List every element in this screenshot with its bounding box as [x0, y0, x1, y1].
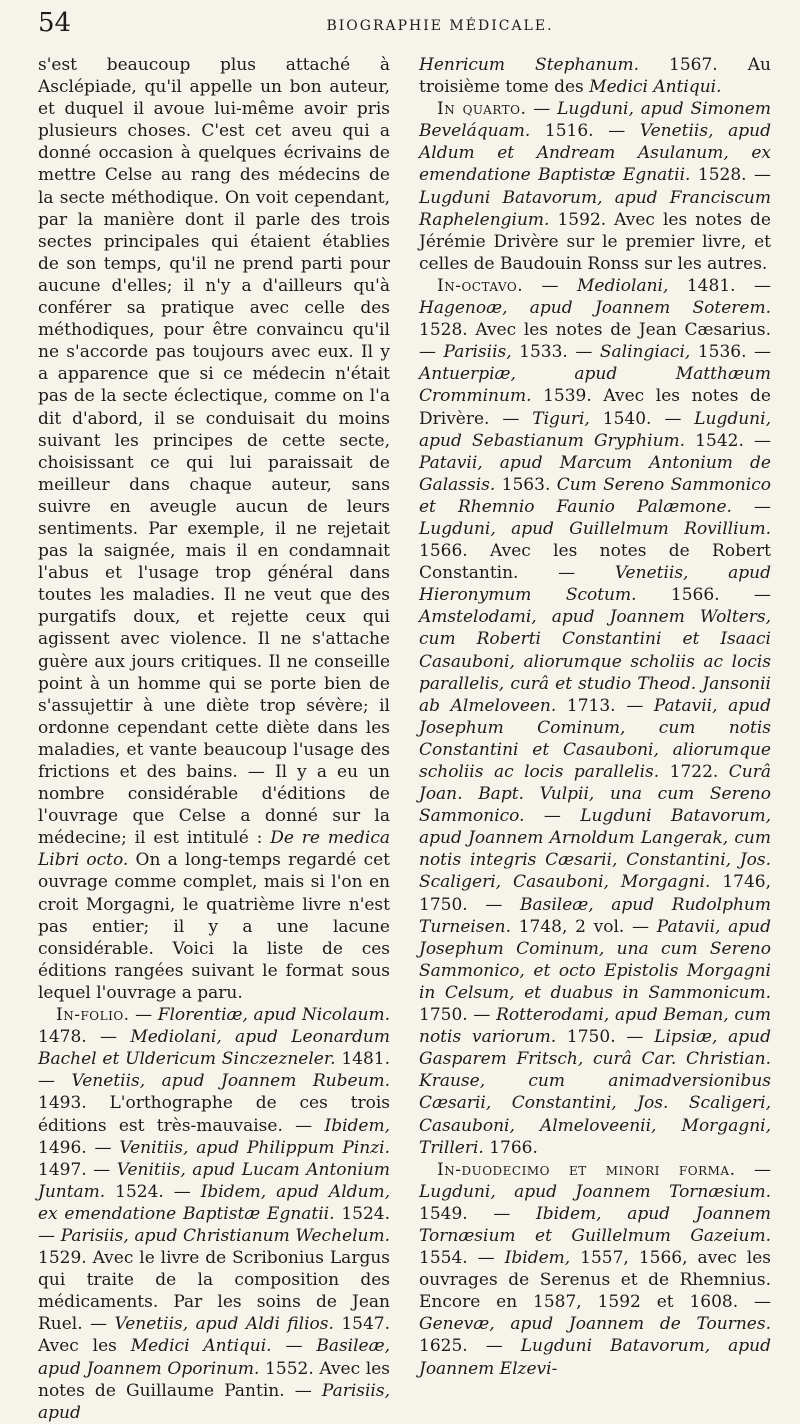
citation-italic: Ibidem, apud Aldum, ex emendatione Baptistæ Egnatii.: [38, 1181, 390, 1224]
citation-text: 1766.: [483, 1137, 538, 1158]
citation-text: 1566. Avec les notes de Robert Constantin. —: [419, 541, 771, 584]
citation-italic: Ibidem,: [504, 1248, 571, 1269]
citation-text: 1536. —: [690, 342, 772, 363]
citation-text: —: [523, 275, 578, 296]
citation-text: —: [526, 99, 558, 120]
citation-italic: Lugduni Batavorum, apud Joannem Elzevi-: [419, 1336, 771, 1379]
citation-text: —: [271, 1336, 317, 1357]
citation-text: 1542. —: [685, 430, 771, 451]
citation-text: 1547. Avec les: [38, 1314, 390, 1357]
citation-italic: Hagenoæ, apud Joannem Soterem.: [419, 298, 771, 319]
in-octavo-editions: [419, 275, 771, 1159]
citation-italic: Medici Antiqui.: [130, 1336, 272, 1357]
citation-text: 1722.: [659, 762, 729, 782]
citation-text: 1746, 1750. —: [419, 872, 771, 915]
citation-italic: Florentiæ, apud Nicolaum.: [157, 1005, 390, 1026]
citation-text: 1496. —: [38, 1137, 120, 1158]
citation-text: 1750. —: [556, 1027, 655, 1048]
citation-text: 1529. Avec le livre de Scribonius Largus qui traite de la composition des médicaments. Par les soins de Jean Ruel. —: [38, 1248, 390, 1335]
citation-italic: Genevæ, apud Joannem de Tournes.: [419, 1314, 771, 1335]
citation-text: —: [731, 496, 772, 517]
citation-italic: Lugduni Batavorum, apud Franciscum Raphelengium.: [419, 187, 771, 230]
format-label-in-octavo: In-octavo.: [437, 275, 524, 296]
citation-italic: Antuerpiæ, apud Matthæum Cromminum.: [419, 364, 771, 407]
citation-text: 1554. —: [419, 1248, 505, 1269]
book-title: De re medica Libri octo.: [38, 828, 390, 871]
citation-italic: Venitiis, apud Lucam Antonium Juntam.: [38, 1159, 390, 1202]
citation-italic: Venitiis, apud Philippum Pinzi.: [119, 1137, 390, 1158]
citation-text: 1625. —: [419, 1336, 521, 1357]
continued-entry: [419, 54, 771, 98]
citation-italic: Lugduni, apud Guillelmum Rovillium.: [419, 518, 771, 539]
citation-text: 1528. Avec les notes de Jean Cæsarius. —: [419, 320, 771, 363]
citation-italic: Ibidem, apud Joannem Tornæsium et Guillelmum Gazeium.: [419, 1203, 771, 1246]
citation-italic: Lipsiæ, apud Gasparem Fritsch, curâ Car. Christian. Krause, cum animadversionibus Cæsarii, Constantini, Jos. Scaligeri, Casauboni, Almeloveenii, Morgagni, Trilleri.: [419, 1027, 772, 1158]
citation-text: 1713. —: [556, 695, 654, 716]
citation-italic: Venetiis, apud Aldum et Andream Asulanum, ex emendatione Baptistæ Egnatii.: [419, 121, 771, 186]
citation-text: 1540. —: [589, 408, 695, 429]
citation-italic: Basileæ, apud Rudolphum Turneisen.: [419, 894, 771, 937]
citation-text: 1567. Au troisième tome des: [419, 55, 771, 98]
citation-italic: Parisiis, apud Christianum Wechelum.: [60, 1225, 390, 1246]
page-header: [38, 8, 778, 48]
citation-text: —: [524, 806, 581, 827]
citation-italic: Salingiaci,: [599, 342, 691, 363]
citation-text: 1563.: [495, 474, 557, 495]
citation-text: 1748, 2 vol. —: [511, 916, 657, 937]
citation-text: 1549. —: [419, 1203, 537, 1224]
citation-italic: Mediolani, apud Leonardum Bachel et Uldericum Sinczezneler.: [38, 1027, 390, 1070]
citation-italic: Amstelodami, apud Joannem Wolters, cum Roberti Constantini et Isaaci Casauboni, aliorumque scholiis ac locis parallelis, curâ et studio Theod. Jansonii ab Almeloveen.: [419, 607, 771, 716]
in-duodecimo-editions: [419, 1159, 771, 1380]
citation-italic: Tiguri,: [532, 408, 590, 429]
left-column: [38, 54, 390, 1424]
citation-italic: Mediolani,: [577, 275, 669, 296]
citation-italic: Venetiis, apud Aldi filios.: [114, 1314, 334, 1335]
citation-text: 1481. —: [668, 275, 771, 296]
format-label-in-duodecimo: In-duodecimo et minori forma.: [437, 1159, 736, 1180]
citation-italic: Medici Antiqui.: [589, 77, 722, 98]
in-quarto-editions: [419, 98, 771, 275]
citation-italic: Curâ Joan. Bapt. Vulpii, una cum Sereno Sammonico.: [419, 762, 771, 827]
citation-text: 1481. —: [38, 1049, 390, 1092]
citation-text: 1516. —: [530, 121, 640, 142]
citation-italic: Rotterodami, apud Beman, cum notis variorum.: [419, 1005, 771, 1048]
citation-text: 1592. Avec les notes de Jérémie Drivère sur le premier livre, et celles de Baudouin Ronss sur les autres.: [419, 209, 771, 274]
format-label-in-quarto: In quarto.: [437, 99, 527, 120]
citation-text: 1566. —: [636, 585, 771, 606]
citation-text: 1493. L'orthographe de ces trois éditions est très-mauvaise. —: [38, 1093, 390, 1136]
citation-italic: Basileæ, apud Joannem Oporinum.: [38, 1336, 390, 1379]
citation-italic: Parisiis, apud: [38, 1380, 390, 1423]
citation-italic: Venetiis, apud Hieronymum Scotum.: [419, 563, 772, 606]
citation-italic: Venetiis, apud Joannem Rubeum.: [71, 1071, 391, 1092]
citation-text: —: [129, 1005, 158, 1026]
citation-italic: Lugduni, apud Sebastianum Gryphium.: [419, 408, 771, 451]
citation-text: 1750. —: [419, 1005, 497, 1026]
citation-text: 1557, 1566, avec les ouvrages de Serenus et de Rhemnius. Encore en 1587, 1592 et 1608. —: [419, 1248, 771, 1313]
right-column: [419, 54, 771, 1380]
citation-text: 1539. Avec les notes de Drivère. —: [419, 386, 771, 429]
citation-italic: Cum Sereno Sammonico et Rhemnio Faunio Palæmone.: [419, 474, 771, 517]
citation-italic: Lugduni, apud Simonem Beveláquam.: [419, 99, 772, 142]
citation-text: 1478. —: [38, 1027, 131, 1048]
running-head: BIOGRAPHIE MÉDICALE.: [326, 18, 554, 34]
celse-discussion-paragraph: [38, 54, 390, 1004]
citation-text: —: [735, 1159, 772, 1180]
citation-italic: Patavii, apud Josephum Cominum, una cum Sereno Sammonico, et octo Epistolis Morgagni in Celsum, et duabus in Sammonicum.: [419, 916, 771, 1003]
citation-italic: Ibidem,: [324, 1115, 390, 1136]
citation-italic: Patavii, apud Marcum Antonium de Galassis.: [419, 452, 771, 495]
in-folio-editions: [38, 1004, 390, 1424]
citation-italic: Lugduni, apud Joannem Tornæsium.: [419, 1181, 771, 1202]
citation-text: 1533. —: [511, 342, 600, 363]
citation-italic: Henricum Stephanum.: [419, 55, 639, 75]
citation-italic: Patavii, apud Josephum Cominum, cum notis Constantini et Casauboni, aliorumque scholiis ac locis parallelis.: [419, 695, 771, 782]
citation-text: 1524. —: [38, 1203, 390, 1246]
citation-text: 1528. —: [690, 165, 771, 186]
paragraph-text: On a long-temps regardé cet ouvrage comme complet, mais si l'on en croit Morgagni, le quatrième livre n'est pas entier; il y a une lacune considérable. Voici la liste de ces éditions rangées suivant le format sous lequel l'ouvrage a paru.: [38, 850, 390, 1003]
citation-text: 1552. Avec les notes de Guillaume Pantin. —: [38, 1358, 390, 1401]
page-number: 54: [38, 8, 72, 38]
citation-text: 1524. —: [105, 1181, 201, 1202]
citation-text: 1497. —: [38, 1159, 117, 1180]
citation-italic: Lugduni Batavorum, apud Joannem Arnoldum Langerak, cum notis integris Cæsarii, Constantini, Jos. Scaligeri, Casauboni, Morgagni.: [419, 806, 772, 893]
citation-italic: Parisiis,: [443, 342, 512, 363]
paragraph-text: s'est beaucoup plus attaché à Asclépiade, qu'il appelle un bon auteur, et duquel il avoue lui-même avoir pris plusieurs choses. C'est cet aveu qui a donné occasion à quelques écrivains de mettre Celse au rang des médecins de la secte méthodique. On voit cependant, par la manière dont il parle des trois sectes principales qui étaient établies de son temps, qu'il ne prend parti pour aucune d'elles; il n'y a d'ailleurs qu'à conférer sa pratique avec celle des méthodiques, pour être convaincu qu'il ne s'accorde pas toujours avec eux. Il y a apparence que si ce médecin n'était pas de la secte éclectique, comme on l'a dit d'abord, il se conduisait du moins suivant les principes de cette secte, choisissant ce qui lui paraissait de meilleur dans chaque auteur, sans suivre en aveugle aucun de leurs sentiments. Par exemple, il ne rejetait pas la saignée, mais il en condamnait l'abus et l'usage trop général dans toutes les maladies. Il ne veut que des purgatifs doux, et rejette ceux qui agissent avec violence. Il ne s'attache guère aux jours critiques. Il ne conseille point à un homme qui se porte bien de s'assujettir à une diète trop sévère; il ordonne cependant cette diète dans les maladies, et vante beaucoup l'usage des frictions et des bains. — Il y a eu un nombre considérable d'éditions de l'ouvrage que Celse a donné sur la médecine; il est intitulé :: [38, 55, 390, 849]
format-label-in-folio: In-folio.: [56, 1005, 130, 1026]
